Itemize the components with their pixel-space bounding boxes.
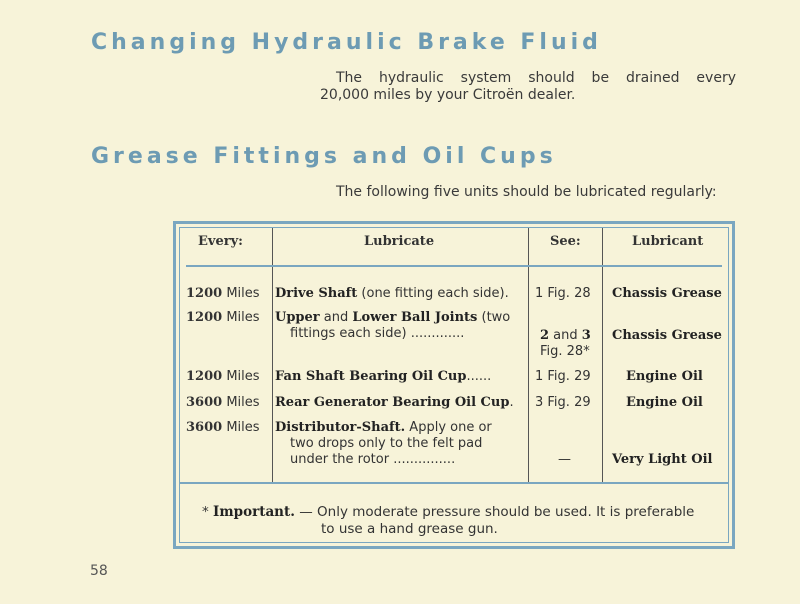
row-4-interval [186, 395, 260, 411]
part-name: Drive Shaft [275, 286, 358, 301]
part-name: Rear Generator Bearing Oil Cup [275, 395, 510, 410]
header-every: Every: [198, 234, 243, 249]
part-connector: and [319, 310, 353, 325]
row-3-see: 1 Fig. 29 [535, 369, 591, 384]
note-label: Important. [213, 504, 295, 520]
row-5-interval [186, 420, 260, 436]
row-5-part [275, 420, 492, 468]
interval-number: 1200 [186, 286, 223, 301]
row-1-interval [186, 286, 260, 302]
interval-unit: Miles [226, 369, 260, 384]
see-number: 2 [540, 328, 550, 343]
header-lubricant: Lubricant [632, 234, 704, 249]
brake-fluid-line-1: The hydraulic system should be drained every [336, 70, 736, 86]
interval-number: 1200 [186, 310, 223, 325]
row-1-part [275, 286, 509, 302]
row-2-see [540, 328, 591, 360]
part-detail: ...... [466, 369, 492, 384]
part-detail-line-2: two drops only to the felt pad [290, 436, 483, 451]
header-see: See: [550, 234, 581, 249]
part-detail-line-2: fittings each side) ............. [290, 326, 465, 341]
part-name: Upper [275, 310, 320, 325]
part-detail: Apply one or [405, 420, 492, 435]
page-number: 58 [90, 563, 108, 579]
interval-number: 3600 [186, 420, 223, 435]
interval-number: 1200 [186, 369, 223, 384]
see-number-2: 3 [581, 328, 591, 343]
note-text: — Only moderate pressure should be used. It is preferable [294, 504, 695, 520]
row-3-interval [186, 369, 260, 385]
row-5-see: — [558, 452, 571, 467]
interval-unit: Miles [226, 420, 260, 435]
row-2-lubricant: Chassis Grease [612, 328, 722, 343]
note-text-line-2: to use a hand grease gun. [321, 521, 498, 537]
part-detail-line-3: under the rotor ............... [290, 452, 456, 467]
header-underline [186, 265, 722, 267]
row-3-part [275, 369, 491, 385]
interval-unit: Miles [226, 286, 260, 301]
interval-unit: Miles [226, 395, 260, 410]
row-1-see: 1 Fig. 28 [535, 286, 591, 301]
row-4-lubricant: Engine Oil [626, 395, 703, 410]
row-1-lubricant: Chassis Grease [612, 286, 722, 301]
part-name-2: Lower Ball Joints [352, 310, 478, 325]
row-3-lubricant: Engine Oil [626, 369, 703, 384]
row-4-see: 3 Fig. 29 [535, 395, 591, 410]
heading-brake-fluid: Changing Hydraulic Brake Fluid [91, 30, 602, 55]
see-connector: and [549, 328, 582, 343]
note-asterisk: * [202, 504, 209, 520]
interval-unit: Miles [226, 310, 260, 325]
important-note [202, 504, 722, 538]
brake-fluid-line-2: 20,000 miles by your Citroën dealer. [320, 87, 576, 103]
part-detail: (two [477, 310, 511, 325]
table-inner-border [179, 227, 729, 543]
part-detail: . [509, 395, 514, 410]
part-name: Fan Shaft Bearing Oil Cup [275, 369, 467, 384]
brake-fluid-paragraph [320, 70, 736, 104]
header-lubricate: Lubricate [364, 234, 435, 249]
lubrication-table [173, 221, 735, 549]
grease-intro-paragraph: The following five units should be lubricated regularly: [336, 184, 717, 200]
interval-number: 3600 [186, 395, 223, 410]
heading-grease-fittings: Grease Fittings and Oil Cups [91, 144, 557, 169]
row-4-part [275, 395, 514, 411]
row-5-lubricant: Very Light Oil [612, 452, 713, 467]
see-figure: Fig. 28* [540, 344, 590, 359]
note-divider [180, 482, 728, 484]
row-2-interval [186, 310, 260, 326]
row-2-part [275, 310, 510, 342]
part-detail: (one fitting each side). [357, 286, 509, 301]
part-name: Distributor-Shaft. [275, 420, 406, 435]
